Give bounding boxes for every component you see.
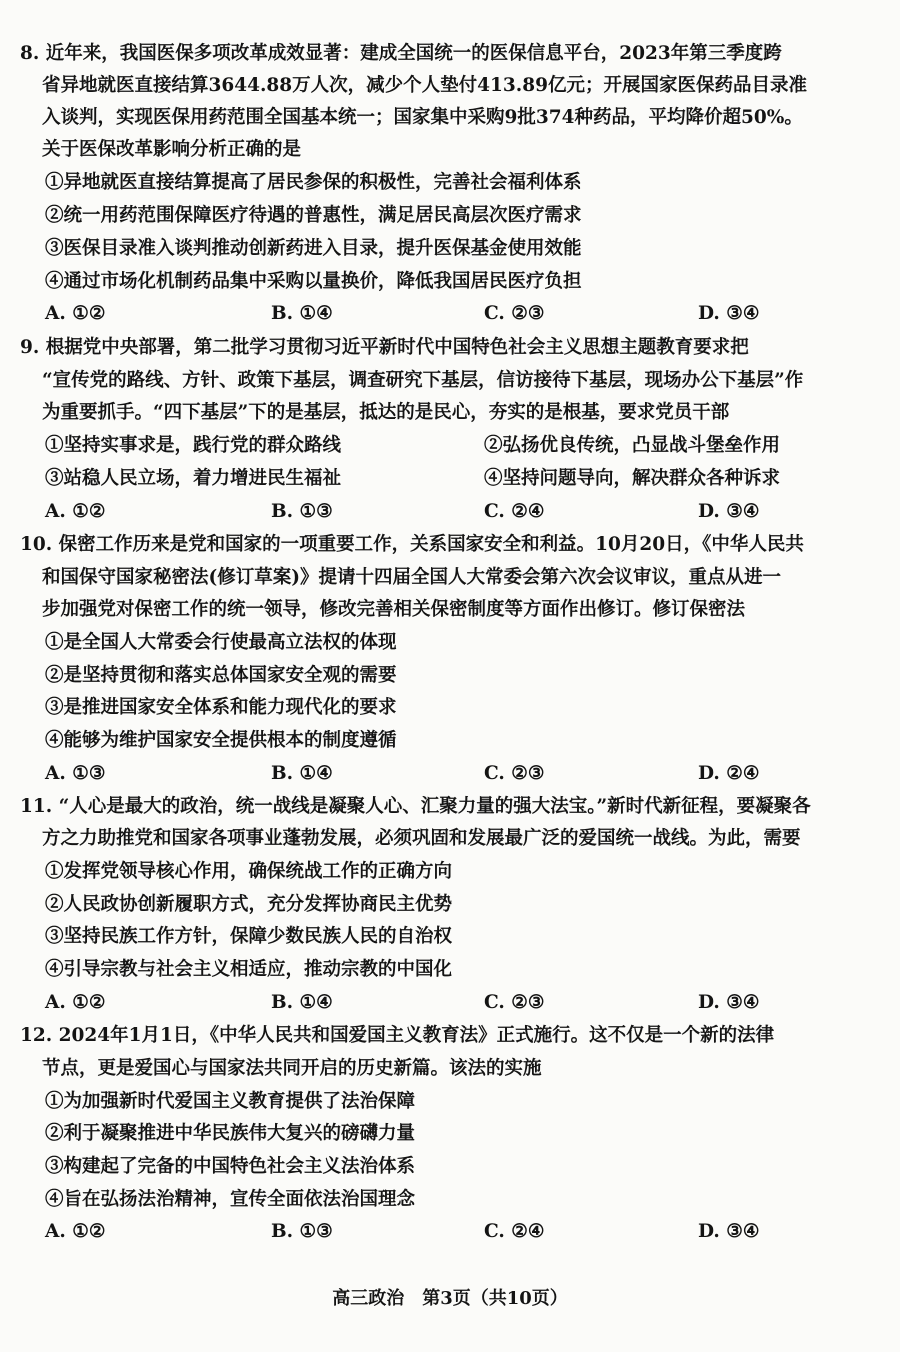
question-9-choice-a: A. ①② <box>45 501 106 522</box>
question-10-option-3: ③是推进国家安全体系和能力现代化的要求 <box>45 697 397 718</box>
question-12-stem-line-1: 12. 2024年1月1日，《中华人民共和国爱国主义教育法》正式施行。这不仅是一个新的法律 <box>20 1025 775 1046</box>
question-9-stem-line-1: 9. 根据党中央部署，第二批学习贯彻习近平新时代中国特色社会主义思想主题教育要求把 <box>20 337 749 358</box>
question-10-stem-line-2: 和国保守国家秘密法(修订草案)》提请十四届全国人大常委会第六次会议审议，重点从进一 <box>42 567 782 588</box>
question-11-option-3: ③坚持民族工作方针，保障少数民族人民的自治权 <box>45 926 453 947</box>
question-10-choice-c: C. ②③ <box>484 763 545 784</box>
question-8-option-1: ①异地就医直接结算提高了居民参保的积极性，完善社会福利体系 <box>45 172 582 193</box>
question-9-choice-b: B. ①③ <box>271 501 333 522</box>
question-11-choice-c: C. ②③ <box>484 992 545 1013</box>
question-12-choice-b: B. ①③ <box>271 1221 333 1242</box>
question-8-stem-line-2: 省异地就医直接结算3644.88万人次，减少个人垫付413.89亿元；开展国家医保药品目录准 <box>42 75 807 96</box>
question-10-option-1: ①是全国人大常委会行使最高立法权的体现 <box>45 632 397 653</box>
question-12-stem-line-2: 节点，更是爱国心与国家法共同开启的历史新篇。该法的实施 <box>42 1058 542 1079</box>
question-11-option-4: ④引导宗教与社会主义相适应，推动宗教的中国化 <box>45 959 453 980</box>
question-9-choice-c: C. ②④ <box>484 501 545 522</box>
question-11-stem-line-2: 方之力助推党和国家各项事业蓬勃发展，必须巩固和发展最广泛的爱国统一战线。为此，需要 <box>42 828 801 849</box>
question-12-choice-d: D. ③④ <box>698 1221 760 1242</box>
question-10-stem-line-1: 10. 保密工作历来是党和国家的一项重要工作，关系国家安全和利益。10月20日，《中华人民共 <box>20 534 804 555</box>
question-10-choice-b: B. ①④ <box>271 763 333 784</box>
question-9-option-3: ③站稳人民立场，着力增进民生福祉 <box>45 468 342 489</box>
question-11-choice-b: B. ①④ <box>271 992 333 1013</box>
question-10-choice-d: D. ②④ <box>698 763 760 784</box>
question-8-choice-d: D. ③④ <box>698 303 760 324</box>
question-12-option-1: ①为加强新时代爱国主义教育提供了法治保障 <box>45 1091 416 1112</box>
question-8-stem-line-4: 关于医保改革影响分析正确的是 <box>42 139 302 160</box>
question-11-stem-line-1: 11. “人心是最大的政治，统一战线是凝聚人心、汇聚力量的强大法宝。”新时代新征程，要凝聚各 <box>20 796 811 817</box>
question-12-choice-a: A. ①② <box>45 1221 106 1242</box>
question-8-stem-line-1: 8. 近年来，我国医保多项改革成效显著：建成全国统一的医保信息平台，2023年第三季度跨 <box>20 43 782 64</box>
question-8-option-2: ②统一用药范围保障医疗待遇的普惠性，满足居民高层次医疗需求 <box>45 205 582 226</box>
question-12-choice-c: C. ②④ <box>484 1221 545 1242</box>
question-8-choice-b: B. ①④ <box>271 303 333 324</box>
question-12-option-2: ②利于凝聚推进中华民族伟大复兴的磅礴力量 <box>45 1123 416 1144</box>
question-8-option-4: ④通过市场化机制药品集中采购以量换价，降低我国居民医疗负担 <box>45 271 582 292</box>
question-9-option-2: ②弘扬优良传统，凸显战斗堡垒作用 <box>484 435 781 456</box>
question-11-choice-a: A. ①② <box>45 992 106 1013</box>
question-9-stem-line-3: 为重要抓手。“四下基层”下的是基层，抵达的是民心，夯实的是根基，要求党员干部 <box>42 402 730 423</box>
question-10-option-4: ④能够为维护国家安全提供根本的制度遵循 <box>45 730 397 751</box>
question-12-option-3: ③构建起了完备的中国特色社会主义法治体系 <box>45 1156 416 1177</box>
question-8-option-3: ③医保目录准入谈判推动创新药进入目录，提升医保基金使用效能 <box>45 238 582 259</box>
question-8-choice-c: C. ②③ <box>484 303 545 324</box>
question-11-choice-d: D. ③④ <box>698 992 760 1013</box>
question-9-option-4: ④坚持问题导向，解决群众各种诉求 <box>484 468 781 489</box>
question-11-option-2: ②人民政协创新履职方式，充分发挥协商民主优势 <box>45 894 453 915</box>
question-9-option-1: ①坚持实事求是，践行党的群众路线 <box>45 435 342 456</box>
question-10-stem-line-3: 步加强党对保密工作的统一领导，修改完善相关保密制度等方面作出修订。修订保密法 <box>42 599 746 620</box>
page-footer: 高三政治 第3页（共10页） <box>332 1288 568 1309</box>
question-10-option-2: ②是坚持贯彻和落实总体国家安全观的需要 <box>45 665 397 686</box>
question-8-stem-line-3: 入谈判，实现医保用药范围全国基本统一；国家集中采购9批374种药品，平均降价超50%。 <box>42 107 803 128</box>
question-9-choice-d: D. ③④ <box>698 501 760 522</box>
question-9-stem-line-2: “宣传党的路线、方针、政策下基层，调查研究下基层，信访接待下基层，现场办公下基层”作 <box>42 370 804 391</box>
question-11-option-1: ①发挥党领导核心作用，确保统战工作的正确方向 <box>45 861 453 882</box>
question-8-choice-a: A. ①② <box>45 303 106 324</box>
question-12-option-4: ④旨在弘扬法治精神，宣传全面依法治国理念 <box>45 1189 416 1210</box>
question-10-choice-a: A. ①③ <box>45 763 106 784</box>
